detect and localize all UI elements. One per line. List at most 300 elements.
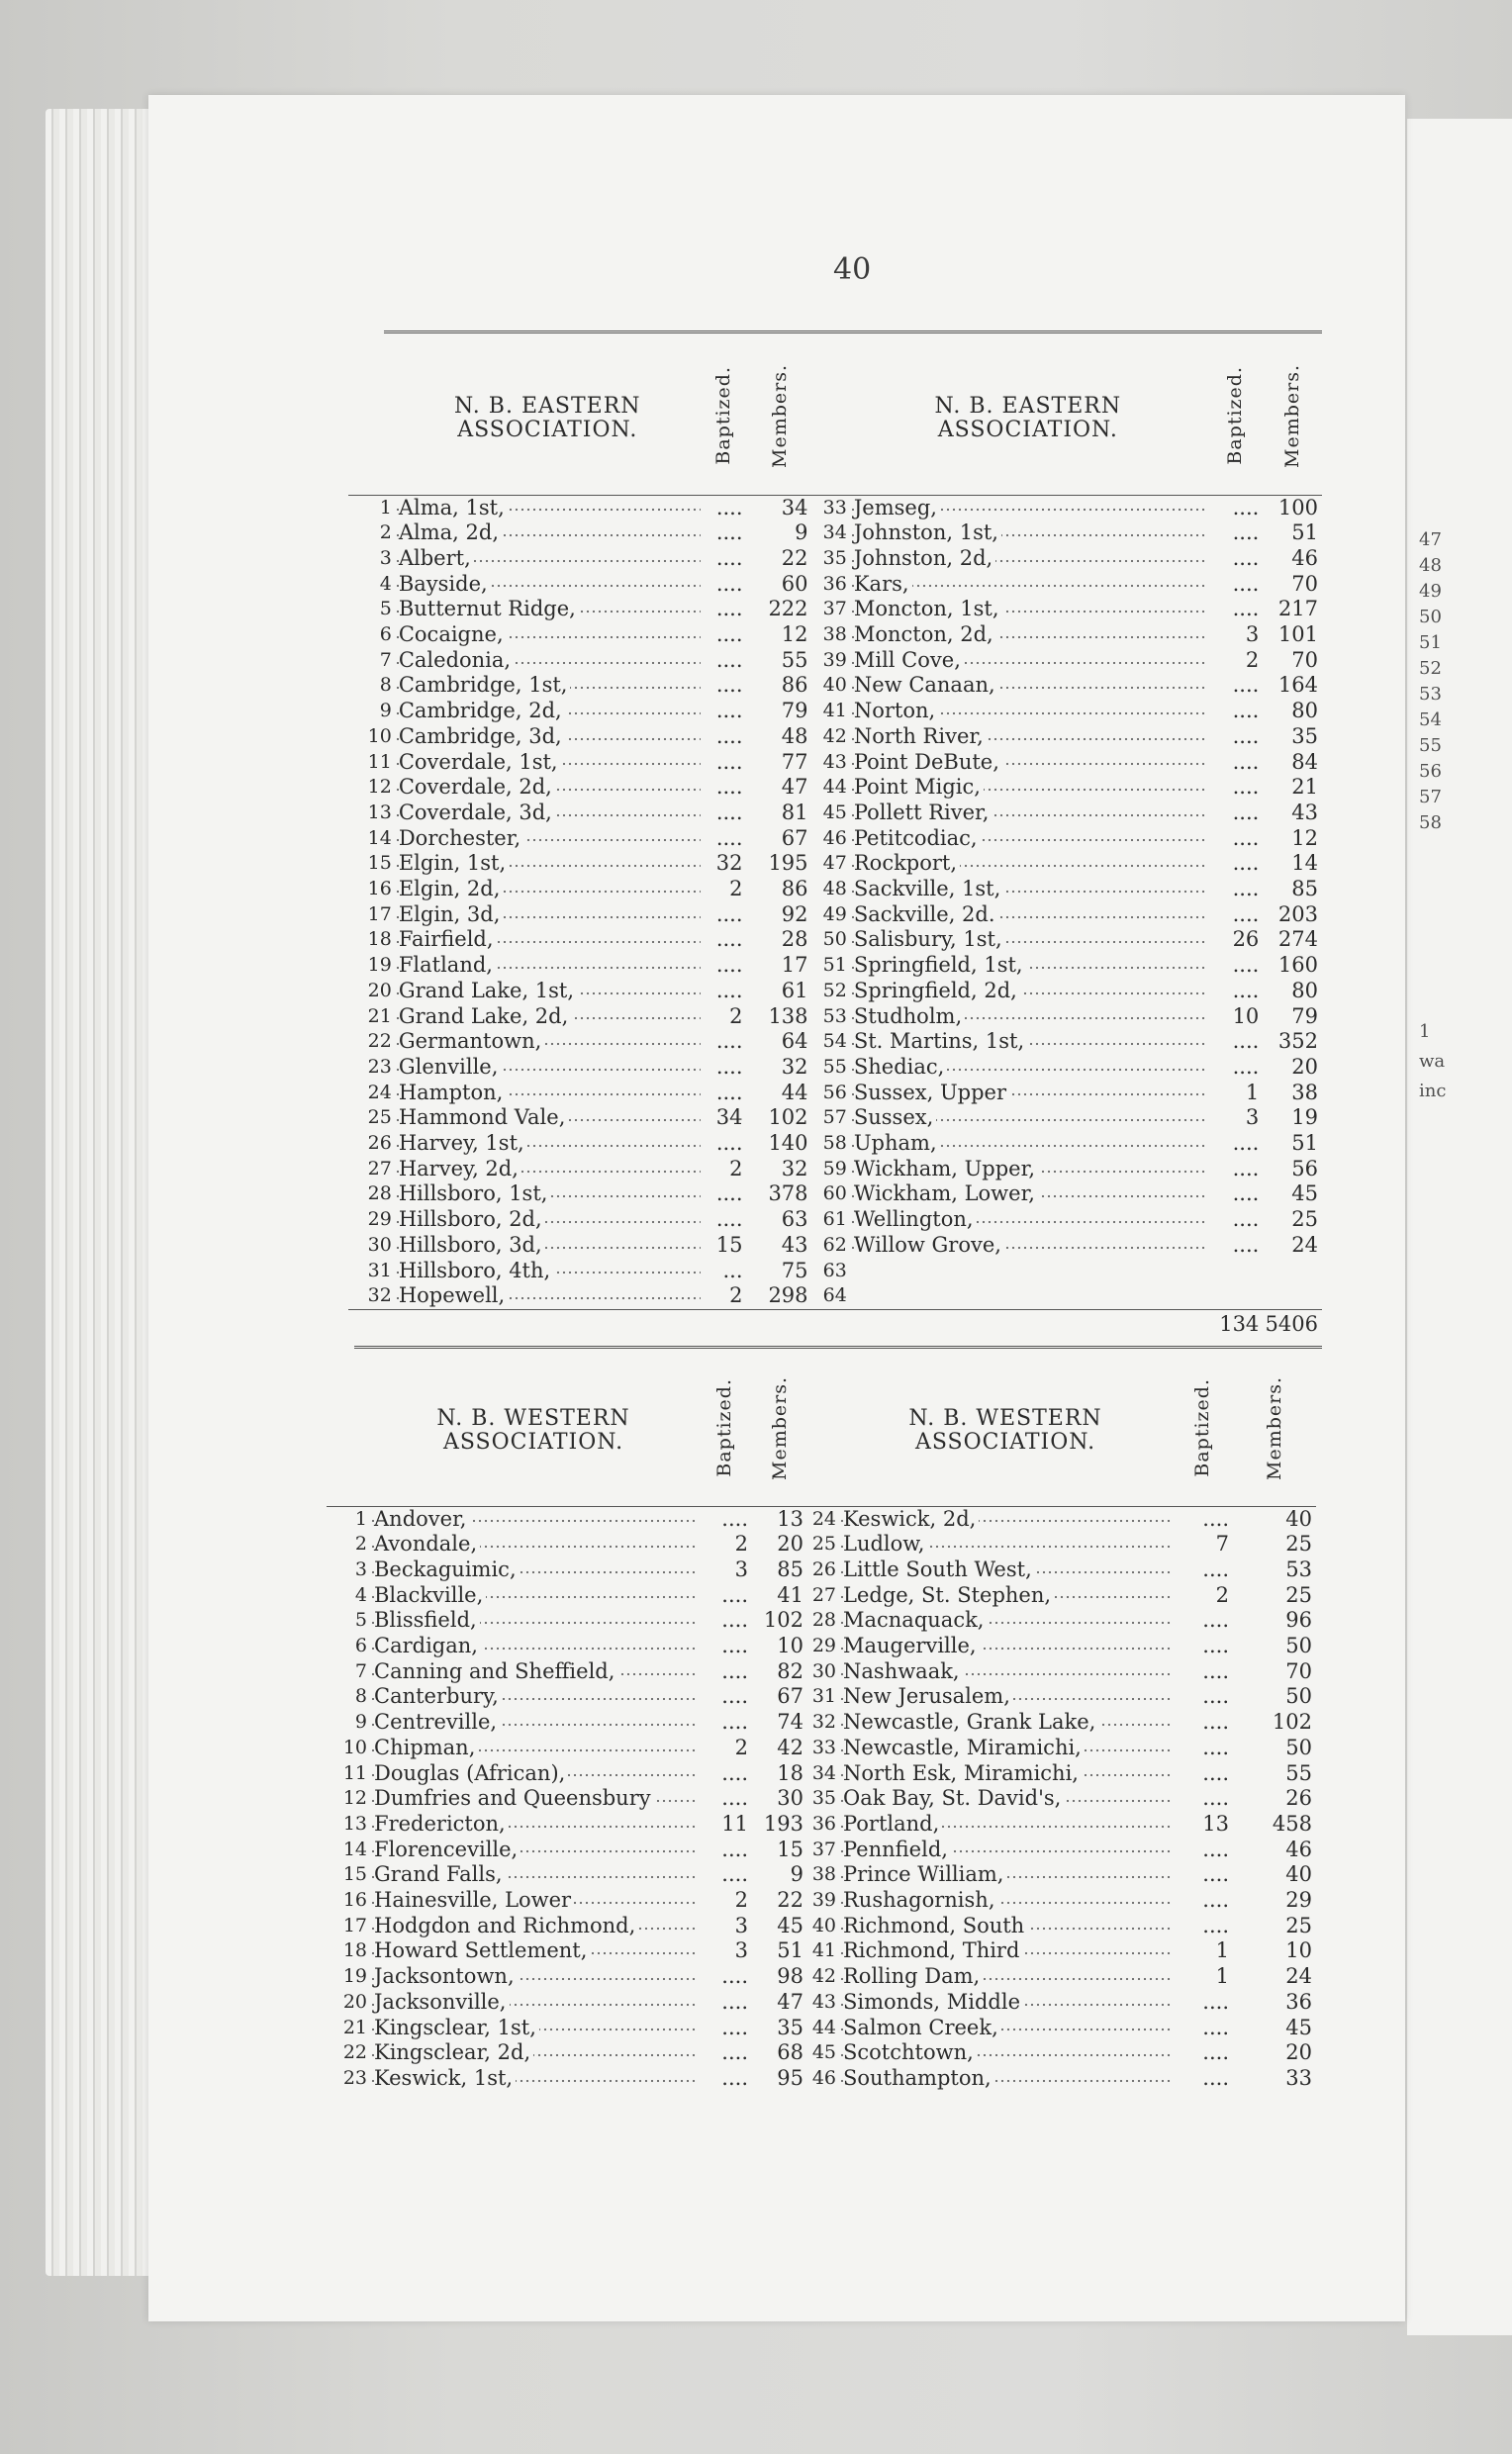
church-name-text: St. Martins, 1st, (854, 1029, 1027, 1053)
church-name (395, 775, 701, 801)
row-number: 24 (367, 1081, 392, 1103)
church-name (839, 1710, 1172, 1736)
church-name-text: Douglas (African), (374, 1761, 568, 1785)
members-value: 10 (1285, 1938, 1312, 1963)
members-value: 24 (1285, 1964, 1312, 1989)
baptized-value: 3 (734, 1938, 748, 1963)
church-name-text: Albert, (399, 546, 474, 570)
row-number: 53 (822, 1004, 847, 1027)
church-name-text: Richmond, South (843, 1914, 1027, 1937)
table-row (327, 2040, 1316, 2066)
baptized-value: 1 (1245, 1080, 1260, 1104)
church-name (839, 2016, 1172, 2041)
row-number: 41 (822, 700, 847, 722)
members-value: 38 (1291, 1080, 1318, 1104)
church-name (850, 750, 1206, 776)
table-row (348, 1055, 1322, 1081)
church-name (839, 1659, 1172, 1685)
baptized-value: .... (1202, 1710, 1229, 1735)
church-name (850, 775, 1206, 801)
baptized-value: .... (721, 1989, 748, 2014)
members-value: 24 (1291, 1232, 1318, 1257)
members-value: 64 (781, 1029, 808, 1054)
row-number: 61 (822, 1208, 847, 1231)
row-number: 55 (822, 1055, 847, 1078)
baptized-value: .... (715, 597, 743, 621)
eastern-members-header-left: Members. (768, 363, 791, 468)
baptized-value: .... (721, 1964, 748, 1989)
baptized-value: .... (715, 1080, 743, 1104)
church-name-text: Fredericton, (374, 1812, 509, 1836)
church-name-text: Hopewell, (399, 1283, 508, 1307)
church-name (850, 1283, 1206, 1309)
baptized-value: 1 (1215, 1964, 1229, 1989)
table-row (348, 979, 1322, 1004)
baptized-value: .... (721, 1582, 748, 1607)
church-name-text: Blissfield, (374, 1608, 480, 1632)
table-row (327, 1736, 1316, 1761)
row-number: 32 (367, 1284, 392, 1307)
baptized-value: 2 (734, 1532, 748, 1557)
row-number: 39 (822, 648, 847, 671)
church-name-text: New Canaan, (854, 673, 998, 697)
baptized-value: .... (1232, 1181, 1260, 1206)
table-row (348, 1004, 1322, 1030)
members-value: 352 (1277, 1029, 1318, 1054)
church-name (850, 877, 1206, 902)
table-row (327, 1684, 1316, 1710)
church-name (395, 622, 701, 648)
members-value: 203 (1277, 901, 1318, 926)
members-value: 217 (1277, 597, 1318, 621)
church-name-text: Salmon Creek, (843, 2016, 1001, 2039)
row-number: 8 (379, 674, 392, 697)
church-name (839, 1684, 1172, 1710)
table-row (348, 572, 1322, 598)
church-name (850, 1259, 1206, 1284)
church-name-text: Point DeBute, (854, 750, 1002, 774)
church-name-text: Springfield, 2d, (854, 979, 1020, 1002)
baptized-value: .... (1232, 877, 1260, 901)
church-name-text: Maugerville, (843, 1634, 980, 1657)
row-number: 23 (342, 2066, 367, 2089)
adjacent-page-numbers (1419, 527, 1442, 836)
members-value: 79 (781, 699, 808, 723)
church-name-text: Kars, (854, 572, 912, 596)
table-row (348, 1081, 1322, 1106)
church-name-text: Newcastle, Grank Lake, (843, 1710, 1098, 1734)
members-value: 20 (777, 1532, 803, 1557)
adjacent-page-words (1419, 1017, 1446, 1106)
church-name (395, 520, 701, 546)
table-row (348, 1181, 1322, 1207)
baptized-value: .... (715, 1029, 743, 1054)
church-name-text: Moncton, 2d, (854, 622, 996, 646)
row-number: 28 (811, 1609, 836, 1632)
church-name (850, 1004, 1206, 1030)
church-name-text: Hillsboro, 2d, (399, 1207, 545, 1231)
row-number: 13 (367, 801, 392, 823)
baptized-value: .... (721, 1658, 748, 1683)
church-name (370, 1888, 697, 1914)
church-name-text: Upham, (854, 1131, 940, 1155)
table-row (348, 648, 1322, 674)
church-name-text: Coverdale, 3d, (399, 801, 555, 824)
church-name (370, 1990, 697, 2016)
baptized-value: .... (1202, 1608, 1229, 1633)
members-value: 35 (1291, 723, 1318, 748)
western-association-table (327, 1356, 1316, 2092)
baptized-value: .... (715, 647, 743, 672)
baptized-value: .... (1232, 1232, 1260, 1257)
church-name-text: Cambridge, 1st, (399, 673, 571, 697)
row-number: 63 (822, 1259, 847, 1281)
members-value: 45 (777, 1913, 803, 1937)
church-name-text: Hillsboro, 3d, (399, 1233, 545, 1257)
row-number: 10 (342, 1736, 367, 1758)
members-value: 222 (768, 597, 808, 621)
church-name (395, 724, 701, 750)
members-value: 55 (781, 647, 808, 672)
row-number: 37 (822, 598, 847, 620)
row-number: 24 (811, 1507, 836, 1530)
members-value: 50 (1285, 1735, 1312, 1759)
church-name (395, 1029, 701, 1055)
row-number: 12 (342, 1787, 367, 1810)
baptized-value: .... (1202, 1557, 1229, 1581)
church-name (370, 1786, 697, 1812)
members-value: 77 (781, 749, 808, 774)
members-value: 30 (777, 1786, 803, 1811)
church-name (395, 1283, 701, 1309)
baptized-value: .... (721, 1684, 748, 1709)
church-name-text: Nashwaak, (843, 1659, 963, 1683)
members-value: 18 (777, 1760, 803, 1785)
church-name-text: Hammond Vale, (399, 1105, 569, 1129)
table-row (348, 750, 1322, 776)
church-name (395, 1181, 701, 1207)
row-number: 20 (342, 1990, 367, 2013)
members-value: 193 (763, 1811, 803, 1836)
church-name (395, 877, 701, 902)
church-name (839, 2066, 1172, 2092)
adjacent-number: 58 (1419, 812, 1442, 833)
row-number: 9 (354, 1711, 367, 1734)
row-number: 22 (342, 2041, 367, 2064)
church-name (839, 1506, 1172, 1532)
row-number: 11 (342, 1761, 367, 1784)
members-value: 50 (1285, 1634, 1312, 1658)
baptized-value: 3 (734, 1557, 748, 1581)
church-name-text (854, 1259, 857, 1282)
church-name-text: North River, (854, 724, 987, 748)
baptized-value: .... (1232, 800, 1260, 824)
baptized-value: .... (721, 1760, 748, 1785)
church-name (839, 1964, 1172, 1990)
row-number: 14 (342, 1838, 367, 1860)
church-name (370, 2040, 697, 2066)
church-name (850, 724, 1206, 750)
members-value: 63 (781, 1207, 808, 1232)
church-name (395, 546, 701, 572)
church-name (395, 826, 701, 852)
church-name-text: Dorchester, (399, 826, 523, 850)
baptized-value: .... (1232, 978, 1260, 1002)
table-row (327, 1557, 1316, 1583)
church-name (850, 572, 1206, 598)
church-name-text: Flatland, (399, 953, 496, 977)
church-name-text: Florenceville, (374, 1838, 520, 1861)
members-value: 32 (781, 1156, 808, 1180)
table-row (327, 1761, 1316, 1787)
baptized-value: 3 (734, 1913, 748, 1937)
baptized-value: .... (715, 520, 743, 545)
church-name-text: Cambridge, 3d, (399, 724, 565, 748)
church-name-text: Newcastle, Miramichi, (843, 1736, 1085, 1759)
row-number: 31 (811, 1685, 836, 1708)
members-value: 12 (1291, 825, 1318, 850)
church-name-text: Chipman, (374, 1736, 478, 1759)
members-value: 12 (781, 622, 808, 647)
table-row (348, 801, 1322, 826)
row-number: 2 (354, 1533, 367, 1556)
row-number: 62 (822, 1233, 847, 1256)
baptized-value: .... (1232, 597, 1260, 621)
baptized-value: 3 (1245, 1105, 1260, 1130)
members-value: 20 (1291, 1054, 1318, 1079)
baptized-value: .... (721, 1862, 748, 1887)
adjacent-word: inc (1419, 1081, 1447, 1101)
row-number: 54 (822, 1030, 847, 1053)
row-number: 25 (367, 1106, 392, 1129)
page-number: 40 (833, 252, 872, 287)
baptized-value: 7 (1215, 1532, 1229, 1557)
baptized-value: 2 (1215, 1582, 1229, 1607)
members-value: 44 (781, 1080, 808, 1104)
row-number: 11 (367, 750, 392, 773)
members-value: 140 (768, 1131, 808, 1156)
table-row (327, 1583, 1316, 1609)
members-value: 81 (781, 800, 808, 824)
table-row (348, 699, 1322, 724)
members-value: 10 (777, 1634, 803, 1658)
row-number: 19 (367, 954, 392, 977)
members-value (1263, 1283, 1322, 1309)
church-name-text: Howard Settlement, (374, 1938, 590, 1962)
church-name (395, 1004, 701, 1030)
baptized-value: .... (721, 2040, 748, 2065)
eastern-heading-right: N. B. EASTERN ASSOCIATION. (850, 342, 1206, 495)
members-value: 79 (1291, 1003, 1318, 1028)
row-number: 29 (367, 1208, 392, 1231)
row-number: 33 (822, 496, 847, 519)
baptized-value: 2 (734, 1888, 748, 1913)
church-name (395, 927, 701, 953)
members-value: 14 (1291, 851, 1318, 876)
church-name-text: Willow Grove, (854, 1233, 1004, 1257)
row-number: 33 (811, 1736, 836, 1758)
eastern-baptized-header-left: Baptized. (712, 366, 735, 466)
western-baptized-header-right: Baptized. (1191, 1378, 1213, 1478)
church-name-text (854, 1283, 857, 1307)
members-value: 25 (1285, 1582, 1312, 1607)
row-number: 29 (811, 1635, 836, 1657)
baptized-value: .... (1202, 1634, 1229, 1658)
church-name-text: Andover, (374, 1507, 469, 1531)
table-row (348, 1233, 1322, 1259)
baptized-value: .... (1232, 699, 1260, 723)
church-name (839, 1914, 1172, 1939)
table-row (348, 775, 1322, 801)
adjacent-number: 53 (1419, 684, 1442, 705)
baptized-value: .... (721, 1837, 748, 1861)
members-value: 19 (1291, 1105, 1318, 1130)
church-name (839, 1532, 1172, 1557)
baptized-value: .... (715, 495, 743, 519)
church-name (370, 1710, 697, 1736)
baptized-value: .... (1232, 825, 1260, 850)
members-value: 96 (1285, 1608, 1312, 1633)
church-name-text: Grand Falls, (374, 1862, 506, 1886)
adjacent-number: 55 (1419, 735, 1442, 756)
baptized-value: .... (1232, 673, 1260, 698)
row-number: 40 (811, 1914, 836, 1936)
members-value: 51 (1291, 1131, 1318, 1156)
baptized-value: .... (1232, 901, 1260, 926)
baptized-value: .... (1232, 520, 1260, 545)
church-name (370, 1506, 697, 1532)
page-stack-edge (46, 109, 164, 2276)
members-value: 100 (1277, 495, 1318, 519)
members-value: 458 (1272, 1811, 1312, 1836)
table-row (348, 1157, 1322, 1182)
row-number: 40 (822, 674, 847, 697)
members-value: 25 (1285, 1532, 1312, 1557)
members-value: 41 (777, 1582, 803, 1607)
members-value: 48 (781, 723, 808, 748)
row-number: 14 (367, 826, 392, 849)
members-value: 274 (1277, 927, 1318, 952)
church-name (839, 1608, 1172, 1634)
church-name-text: Salisbury, 1st, (854, 927, 1005, 951)
adjacent-number: 50 (1419, 607, 1442, 627)
baptized-value: 2 (729, 1003, 743, 1028)
members-value: 51 (1291, 520, 1318, 545)
row-number: 30 (367, 1233, 392, 1256)
church-name-text: Dumfries and Queensbury (374, 1786, 654, 1810)
row-number: 37 (811, 1838, 836, 1860)
members-value: 36 (1285, 1989, 1312, 2014)
members-value: 92 (781, 901, 808, 926)
row-number: 48 (822, 878, 847, 900)
baptized-value: .... (1232, 953, 1260, 978)
members-value: 75 (781, 1258, 808, 1282)
church-name (370, 1938, 697, 1964)
baptized-value: .... (721, 1634, 748, 1658)
row-number: 26 (811, 1557, 836, 1580)
members-value: 95 (777, 2065, 803, 2090)
church-name (395, 902, 701, 928)
table-row (348, 546, 1322, 572)
table-row (348, 1259, 1322, 1284)
adjacent-word: 1 (1419, 1021, 1431, 1042)
members-value: 26 (1285, 1786, 1312, 1811)
baptized-value: .... (715, 901, 743, 926)
church-name (850, 597, 1206, 622)
row-number: 5 (379, 598, 392, 620)
members-value: 102 (768, 1105, 808, 1130)
church-name-text: Petitcodiac, (854, 826, 981, 850)
baptized-value: 34 (715, 1105, 743, 1130)
church-name (395, 801, 701, 826)
church-name-text: Shediac, (854, 1055, 947, 1079)
row-number: 25 (811, 1533, 836, 1556)
table-row (348, 1283, 1322, 1309)
church-name (370, 1532, 697, 1557)
church-name-text: Jemseg, (854, 496, 940, 519)
church-name-text: Oak Bay, St. David's, (843, 1786, 1064, 1810)
row-number: 22 (367, 1030, 392, 1053)
baptized-value: .... (1232, 775, 1260, 800)
table-row (327, 1938, 1316, 1964)
row-number: 7 (379, 648, 392, 671)
members-value: 82 (777, 1658, 803, 1683)
baptized-value (1206, 1259, 1264, 1284)
church-name (839, 2040, 1172, 2066)
baptized-value: .... (1202, 1760, 1229, 1785)
row-number: 39 (811, 1889, 836, 1912)
church-name-text: Rockport, (854, 851, 960, 875)
baptized-value: 1 (1215, 1938, 1229, 1963)
baptized-value: .... (1232, 1029, 1260, 1054)
row-number: 43 (822, 750, 847, 773)
baptized-value: .... (715, 622, 743, 647)
church-name (850, 1105, 1206, 1131)
baptized-value: .... (715, 749, 743, 774)
table-row (327, 1990, 1316, 2016)
row-number: 9 (379, 700, 392, 722)
row-number: 47 (822, 852, 847, 875)
church-name-text: Keswick, 2d, (843, 1507, 979, 1531)
baptized-value: .... (1202, 1658, 1229, 1683)
church-name (850, 1233, 1206, 1259)
row-number: 42 (811, 1965, 836, 1988)
baptized-value: .... (715, 927, 743, 952)
church-name (395, 648, 701, 674)
church-name (395, 597, 701, 622)
church-name (850, 953, 1206, 979)
church-name-text: Elgin, 3d, (399, 902, 504, 926)
members-value: 102 (1272, 1710, 1312, 1735)
church-name-text: Sussex, Upper (854, 1081, 1009, 1104)
baptized-value: .... (721, 2065, 748, 2090)
baptized-value: .... (715, 699, 743, 723)
table-row (348, 597, 1322, 622)
baptized-value: .... (715, 1054, 743, 1079)
church-name-text: Grand Lake, 1st, (399, 979, 577, 1002)
western-members-header-left: Members. (769, 1375, 791, 1480)
baptized-value: 2 (729, 877, 743, 901)
church-name-text: Harvey, 2d, (399, 1157, 521, 1180)
row-number: 44 (811, 2016, 836, 2038)
church-name (395, 673, 701, 699)
baptized-value (1206, 1283, 1264, 1309)
baptized-value: 2 (729, 1283, 743, 1308)
row-number: 31 (367, 1259, 392, 1281)
church-name (370, 1608, 697, 1634)
baptized-value: .... (715, 1181, 743, 1206)
baptized-value: .... (715, 825, 743, 850)
